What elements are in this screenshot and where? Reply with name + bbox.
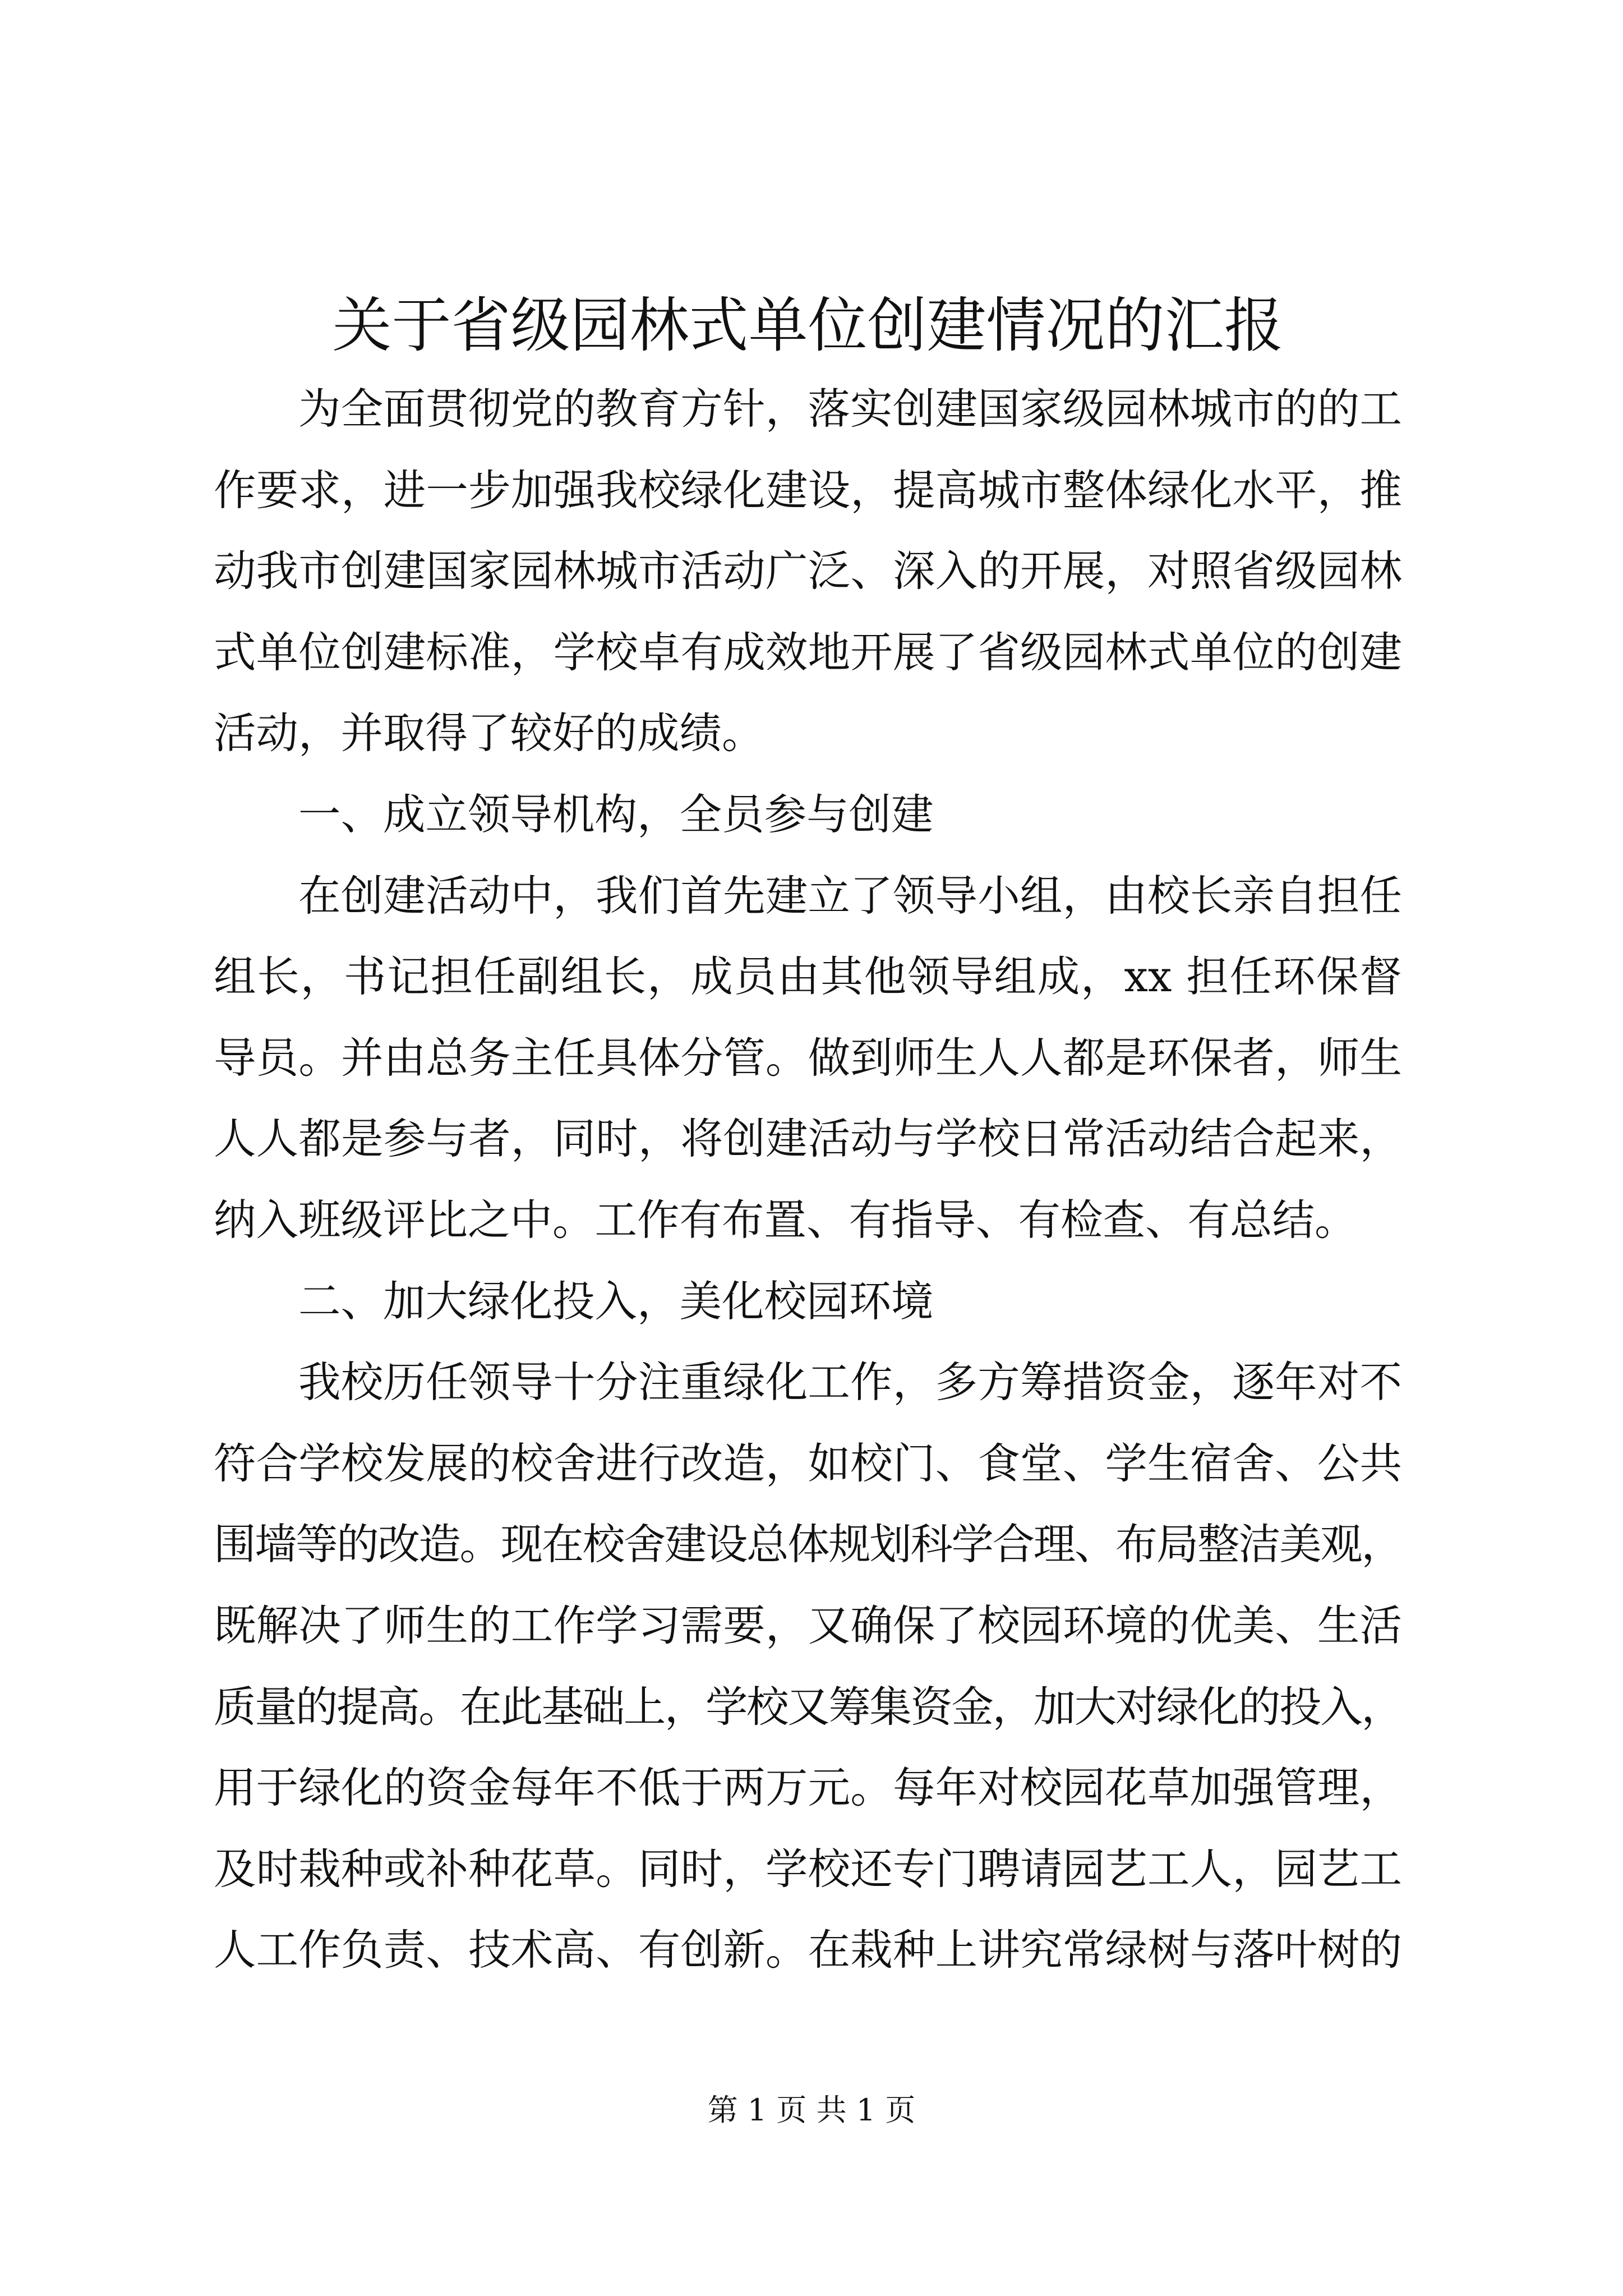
paragraph-line: 在创建活动中，我们首先建立了领导小组，由校长亲自担任 xyxy=(298,871,1402,921)
paragraph-line: 我校历任领导十分注重绿化工作，多方筹措资金，逐年对不 xyxy=(298,1358,1402,1407)
paragraph-line: 组长，书记担任副组长，成员由其他领导组成，xx 担任环保督 xyxy=(214,952,1402,1002)
paragraph-line: 既解决了师生的工作学习需要，又确保了校园环境的优美、生活 xyxy=(214,1600,1402,1650)
section-heading: 一、成立领导机构，全员参与创建 xyxy=(298,789,934,839)
intro-paragraph xyxy=(214,369,1402,774)
section-2-paragraph xyxy=(214,1342,1402,1991)
section-1 xyxy=(214,774,1402,1261)
section-1-paragraph xyxy=(214,855,1402,1261)
paragraph-line: 导员。并由总务主任具体分管。做到师生人人都是环保者，师生 xyxy=(214,1033,1402,1083)
paragraph-line: 式单位创建标准，学校卓有成效地开展了省级园林式单位的创建 xyxy=(214,627,1402,677)
paragraph-line: 为全面贯彻党的教育方针，落实创建国家级园林城市的的工 xyxy=(298,384,1402,434)
section-heading: 二、加大绿化投入，美化校园环境 xyxy=(298,1276,934,1326)
paragraph-line: 纳入班级评比之中。工作有布置、有指导、有检查、有总结。 xyxy=(214,1195,1357,1245)
page-footer: 第 1 页 共 1 页 xyxy=(707,2092,916,2128)
paragraph-line: 符合学校发展的校舍进行改造，如校门、食堂、学生宿舍、公共 xyxy=(214,1438,1402,1488)
paragraph-line: 围墙等的改造。现在校舍建设总体规划科学合理、布局整洁美观， xyxy=(214,1520,1402,1570)
paragraph-line: 活动，并取得了较好的成绩。 xyxy=(214,708,764,758)
document-title: 关于省级园林式单位创建情况的汇报 xyxy=(332,291,1284,360)
paragraph-line: 及时栽种或补种花草。同时，学校还专门聘请园艺工人，园艺工 xyxy=(214,1844,1402,1894)
paragraph-line: 动我市创建国家园林城市活动广泛、深入的开展，对照省级园林 xyxy=(214,546,1402,596)
section-2 xyxy=(214,1261,1402,1991)
paragraph-line: 人工作负责、技术高、有创新。在栽种上讲究常绿树与落叶树的 xyxy=(214,1925,1402,1975)
paragraph-line: 人人都是参与者，同时，将创建活动与学校日常活动结合起来， xyxy=(214,1114,1402,1164)
paragraph-line: 用于绿化的资金每年不低于两万元。每年对校园花草加强管理， xyxy=(214,1763,1402,1813)
document-body xyxy=(214,285,1402,1991)
paragraph-line: 质量的提高。在此基础上，学校又筹集资金，加大对绿化的投入， xyxy=(214,1682,1402,1732)
paragraph-line: 作要求，进一步加强我校绿化建设，提高城市整体绿化水平，推 xyxy=(214,465,1402,515)
